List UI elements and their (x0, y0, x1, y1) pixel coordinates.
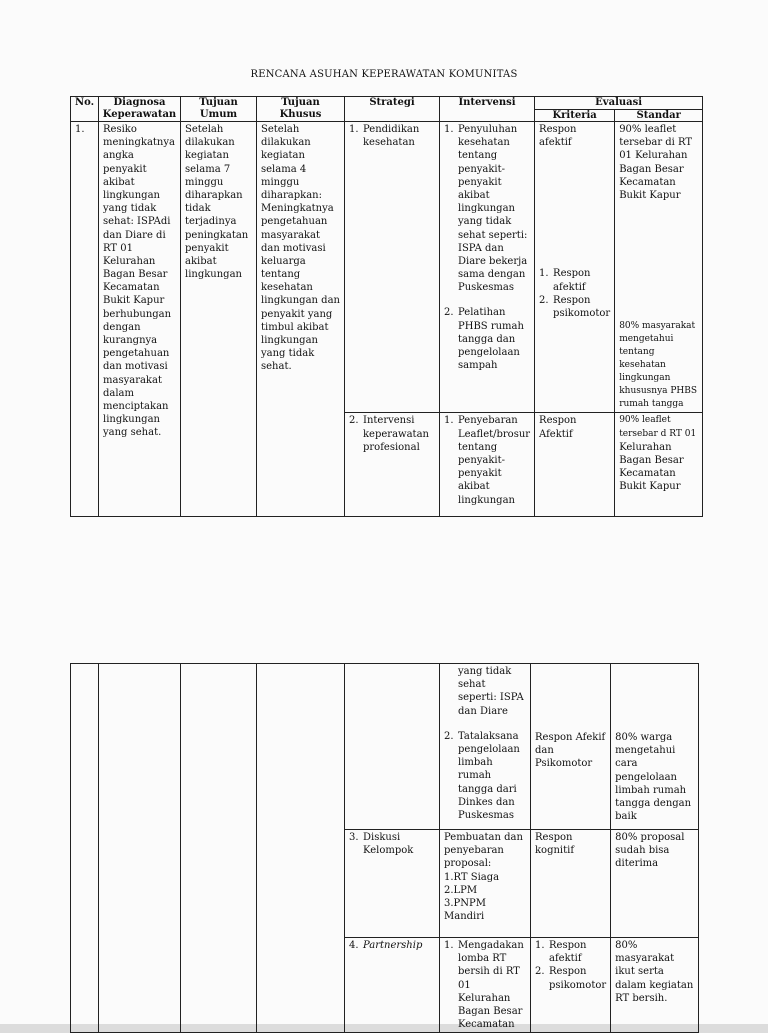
header-diagnosa: Diagnosa Keperawatan (99, 97, 181, 122)
header-intervensi: Intervensi (440, 97, 535, 122)
intervensi-cell: 1. Mengadakan lomba RT bersih di RT 01 Kelurahan Bagan Besar Kecamatan (440, 938, 531, 1033)
intervensi-cell: yang tidak sehat seperti: ISPA dan Diare 2. Tatalaksana pengelolaan limbah rumah tangga dari Dinkes dan Puskesmas (440, 664, 531, 830)
tujuan-khusus-cell: Setelah dilakukan kegiatan selama 4 minggu diharapkan: Meningkatnya pengetahuan masyarakat dan motivasi keluarga tentang kesehatan lingkungan dan penyakit yang timbul akibat lingkungan yang tidak sehat. (257, 122, 345, 517)
header-no: No. (71, 97, 99, 122)
header-tujuan-khusus: Tujuan Khusus (257, 97, 345, 122)
header-standar: Standar (615, 109, 703, 122)
standar-cell: 80% warga mengetahui cara pengelolaan limbah rumah tangga dengan baik (611, 664, 699, 830)
tujuan-umum-cell: Setelah dilakukan kegiatan selama 7 minggu diharapkan tidak terjadinya peningkatan penyakit akibat lingkungan (181, 122, 257, 517)
strategi-cell: 2. Intervensi keperawatan profesional (345, 413, 440, 517)
row-number: 1. (71, 122, 99, 517)
kriteria-cell: 1. Respon afektif 2. Respon psikomotor (531, 938, 611, 1033)
strategi-cell: 4. Partnership (345, 938, 440, 1033)
header-strategi: Strategi (345, 97, 440, 122)
header-tujuan-umum: Tujuan Umum (181, 97, 257, 122)
page-title: RENCANA ASUHAN KEPERAWATAN KOMUNITAS (250, 69, 518, 80)
intervensi-cell: 1. Penyebaran Leaflet/brosur tentang penyakit-penyakit akibat lingkungan (440, 413, 535, 517)
care-plan-table-part-1 (70, 96, 703, 517)
intervensi-cell: Pembuatan dan penyebaran proposal: 1.RT Siaga 2.LPM 3.PNPM Mandiri (440, 830, 531, 938)
kriteria-cell: Respon Afektif (535, 413, 615, 517)
standar-cell: 90% leaflet tersebar d RT 01 Kelurahan Bagan Besar Kecamatan Bukit Kapur (615, 413, 703, 517)
diagnosa-cell: Resiko meningkatnya angka penyakit akibat lingkungan yang tidak sehat: ISPAdi dan Diare di RT 01 Kelurahan Bagan Besar Kecamatan Bukit Kapur berhubungan dengan kurangnya pengetahuan dan motivasi masyarakat dalam menciptakan lingkungan yang sehat. (99, 122, 181, 517)
strategi-cell: 3. Diskusi Kelompok (345, 830, 440, 938)
header-kriteria: Kriteria (535, 109, 615, 122)
standar-cell: 80% proposal sudah bisa diterima (611, 830, 699, 938)
care-plan-table-part-2 (70, 663, 699, 1033)
standar-cell: 90% leaflet tersebar di RT 01 Kelurahan Bagan Besar Kecamatan Bukit Kapur 80% masyarakat mengetahui tentang kesehatan lingkungan khususnya PHBS rumah tangga (615, 122, 703, 413)
standar-cell: 80% masyarakat ikut serta dalam kegiatan RT bersih. (611, 938, 699, 1033)
intervensi-cell: 1. Penyuluhan kesehatan tentang penyakit-penyakit akibat lingkungan yang tidak sehat seperti: ISPA dan Diare bekerja sama dengan Puskesmas 2. Pelatihan PHBS rumah tangga dan pengelolaan sampah (440, 122, 535, 413)
kriteria-cell: Respon kognitif (531, 830, 611, 938)
kriteria-cell: Respon afektif 1. Respon afektif 2. Respon psikomotor (535, 122, 615, 413)
header-evaluasi: Evaluasi (535, 97, 703, 110)
strategi-cell: 1. Pendidikan kesehatan (345, 122, 440, 413)
kriteria-cell: Respon Afekif dan Psikomotor (531, 664, 611, 830)
